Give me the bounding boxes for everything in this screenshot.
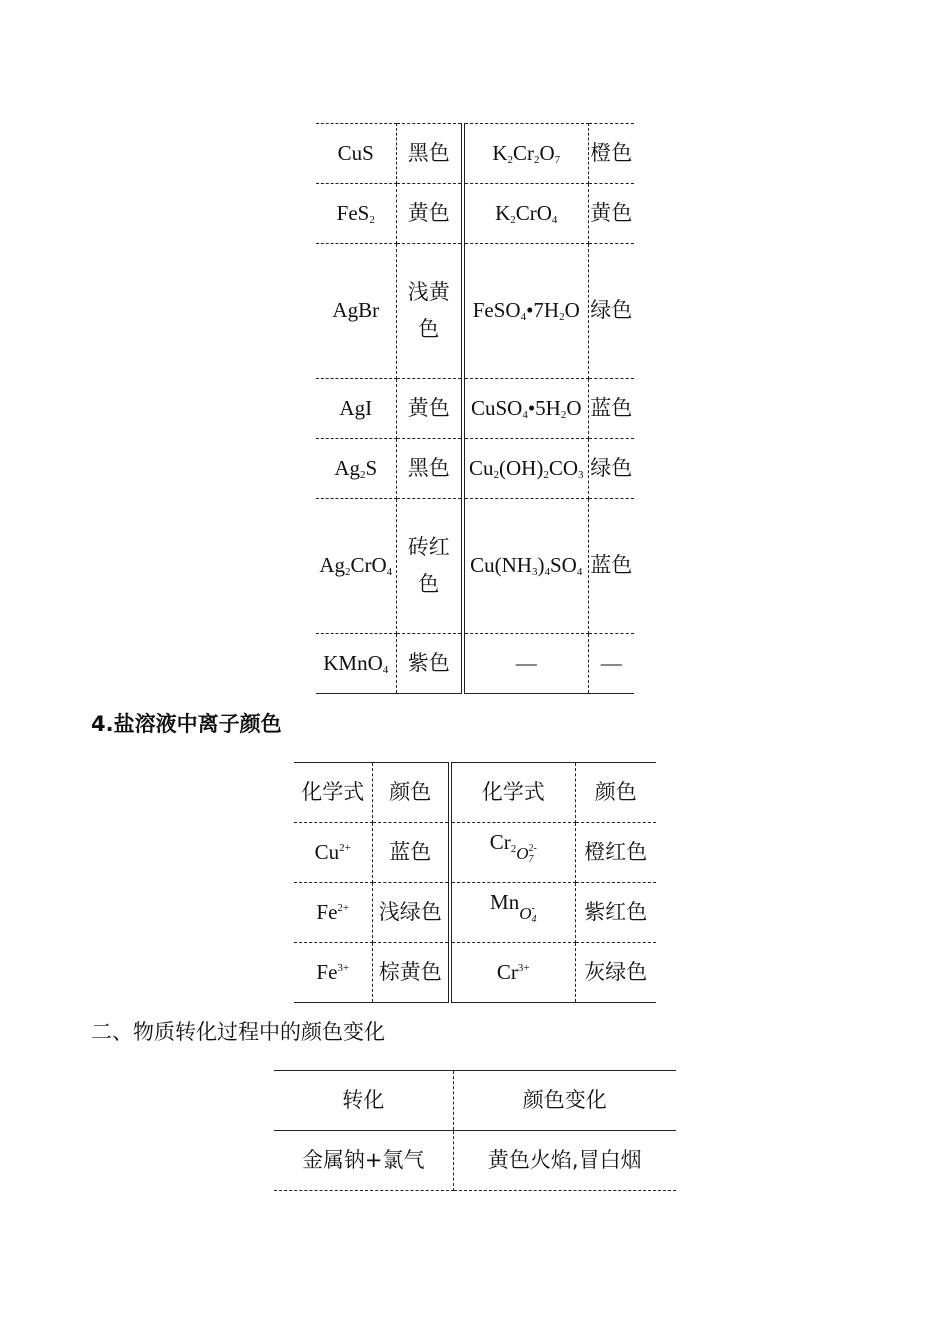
ion-cell: $Cr^{3+}$: [450, 943, 575, 1003]
ion-cell: $Fe^{2+}$: [294, 883, 372, 943]
color-cell: 橙红色: [575, 823, 656, 883]
color-cell: 绿色: [588, 439, 634, 499]
formula-cell: CuS: [316, 124, 396, 184]
formula-cell: $Cu_2(OH)_2CO_3$: [463, 439, 588, 499]
column-header: 颜色变化: [453, 1071, 676, 1131]
color-cell: 黑色: [396, 124, 463, 184]
color-text: 浅黄色: [407, 280, 450, 341]
compound-color-table: [316, 123, 634, 694]
formula-cell: KMnO$_4$: [316, 634, 396, 694]
table-row: [316, 634, 634, 694]
ion-color-table: [294, 762, 656, 1003]
ion-cell: $Fe^{3+}$: [294, 943, 372, 1003]
table-row: [316, 244, 634, 379]
table-row: [294, 823, 656, 883]
color-cell: —: [588, 634, 634, 694]
color-cell: 黄色: [588, 184, 634, 244]
formula-cell: —: [463, 634, 588, 694]
column-header: 化学式: [450, 763, 575, 823]
column-header: 颜色: [575, 763, 656, 823]
color-cell: 橙色: [588, 124, 634, 184]
section-heading-conversion: 二、物质转化过程中的颜色变化: [91, 1020, 385, 1044]
color-cell: 黄色: [396, 379, 463, 439]
formula-cell: $K_2CrO_4$: [463, 184, 588, 244]
color-cell: 蓝色: [588, 499, 634, 634]
table-row: [316, 124, 634, 184]
color-cell: 棕黄色: [372, 943, 450, 1003]
ion-cell: $Cu^{2+}$: [294, 823, 372, 883]
color-cell: 黄色: [396, 184, 463, 244]
section-heading-ion-colors: 4.盐溶液中离子颜色: [91, 712, 282, 736]
table-header-row: [274, 1071, 676, 1131]
formula-cell: AgI: [316, 379, 396, 439]
color-cell: 紫色: [396, 634, 463, 694]
column-header: 颜色: [372, 763, 450, 823]
table-row: [316, 184, 634, 244]
conversion-cell: 金属钠+氯气: [274, 1131, 453, 1191]
formula-cell: $Cu(NH_3)_4SO_4$: [463, 499, 588, 634]
color-cell: 灰绿色: [575, 943, 656, 1003]
column-header: 化学式: [294, 763, 372, 823]
color-change-cell: 黄色火焰,冒白烟: [453, 1131, 676, 1191]
table-row: [274, 1131, 676, 1191]
color-cell: 紫红色: [575, 883, 656, 943]
formula-cell: $Ag_2S$: [316, 439, 396, 499]
formula-cell: $FeSO_4•7H_2O$: [463, 244, 588, 379]
conversion-color-table: [274, 1070, 676, 1191]
table-row: [316, 439, 634, 499]
table-row: [316, 499, 634, 634]
formula-cell: FeS$_2$: [316, 184, 396, 244]
color-cell: 蓝色: [588, 379, 634, 439]
table-row: [294, 883, 656, 943]
color-cell: [396, 244, 463, 379]
ion-cell: $Cr_2O$ 2- 7: [450, 823, 575, 883]
table-row: [294, 943, 656, 1003]
column-header: 转化: [274, 1071, 453, 1131]
color-cell: 蓝色: [372, 823, 450, 883]
formula-cell: AgBr: [316, 244, 396, 379]
color-text: 砖红色: [407, 535, 450, 596]
formula-cell: $K_2Cr_2O_7$: [463, 124, 588, 184]
color-cell: 黑色: [396, 439, 463, 499]
ion-cell: MnO - 4: [450, 883, 575, 943]
color-cell: 绿色: [588, 244, 634, 379]
formula-cell: $Ag_2CrO_4$: [316, 499, 396, 634]
formula-cell: $CuSO_4•5H_2O$: [463, 379, 588, 439]
color-cell: 浅绿色: [372, 883, 450, 943]
table-header-row: [294, 763, 656, 823]
color-cell: [396, 499, 463, 634]
table-row: [316, 379, 634, 439]
